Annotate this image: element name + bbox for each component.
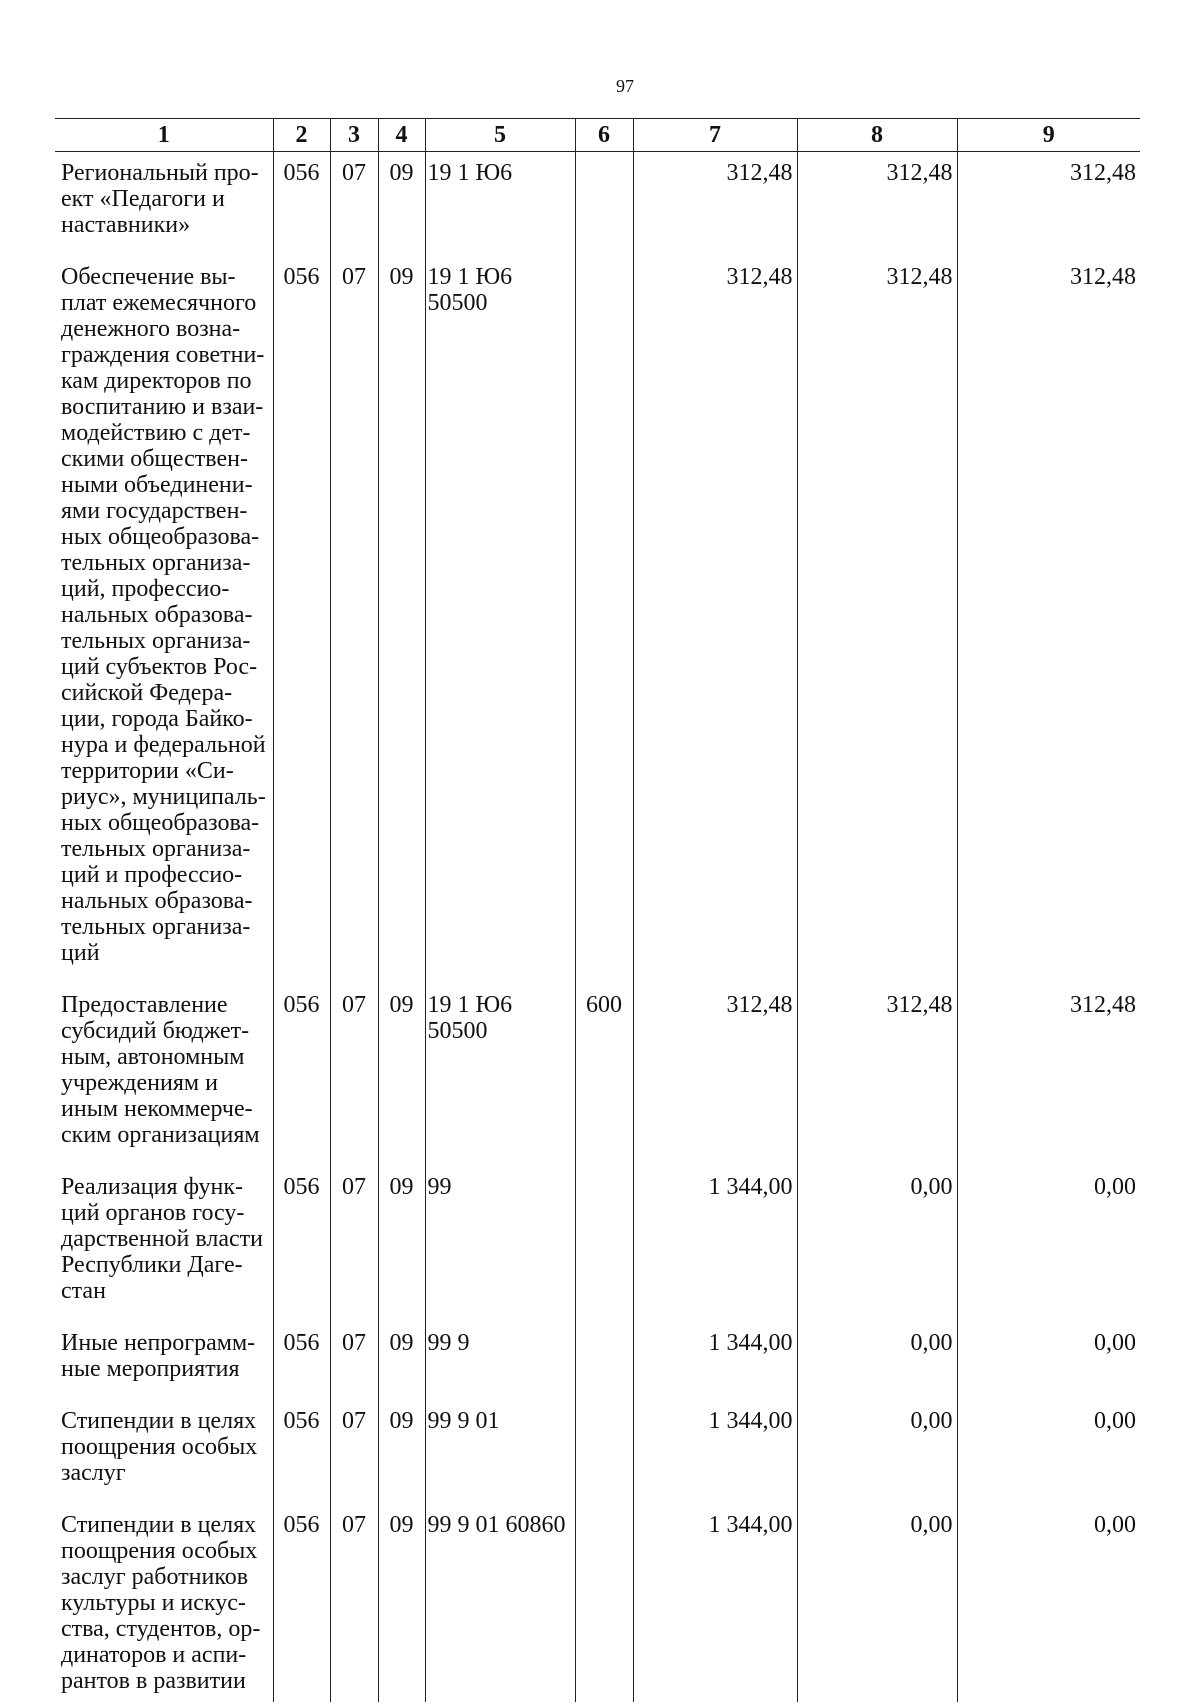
table-row xyxy=(55,256,1140,984)
row-name: Региональный про- ект «Педагоги и наставники» xyxy=(61,160,259,238)
row-code-3: 07 xyxy=(330,1400,378,1504)
budget-table-frame xyxy=(55,118,1140,1702)
row-name: Стипендии в целях поощрения особых заслуг xyxy=(61,1408,258,1486)
row-value-7: 1 344,00 xyxy=(633,1166,797,1322)
header-cell-8: 8 xyxy=(797,119,957,152)
row-code-2: 056 xyxy=(273,152,330,257)
row-name: Реализация функ- ций органов госу- дарственной власти Республики Даге- стан xyxy=(61,1174,264,1304)
row-code-2: 056 xyxy=(273,1322,330,1400)
row-code-5: 19 1 Ю6 50500 xyxy=(425,256,575,984)
row-value-7: 1 344,00 xyxy=(633,1400,797,1504)
row-value-7: 312,48 xyxy=(633,152,797,257)
row-code-6 xyxy=(575,152,633,257)
row-value-9: 312,48 xyxy=(957,256,1140,984)
row-name: Иные непрограмм- ные мероприятия xyxy=(61,1330,256,1382)
row-code-6: 600 xyxy=(575,984,633,1166)
page-number: 97 xyxy=(616,76,634,96)
header-cell-2: 2 xyxy=(273,119,330,152)
row-value-8: 312,48 xyxy=(797,256,957,984)
row-value-9: 312,48 xyxy=(957,984,1140,1166)
row-code-2: 056 xyxy=(273,1400,330,1504)
row-code-3: 07 xyxy=(330,152,378,257)
row-code-4: 09 xyxy=(378,1504,425,1702)
row-code-4: 09 xyxy=(378,984,425,1166)
row-code-6 xyxy=(575,1322,633,1400)
header-cell-5: 5 xyxy=(425,119,575,152)
row-code-4: 09 xyxy=(378,152,425,257)
row-code-6 xyxy=(575,1166,633,1322)
row-code-2: 056 xyxy=(273,1504,330,1702)
row-value-8: 0,00 xyxy=(797,1166,957,1322)
row-code-2: 056 xyxy=(273,1166,330,1322)
row-code-3: 07 xyxy=(330,1166,378,1322)
row-code-5: 99 9 01 xyxy=(425,1400,575,1504)
table-row xyxy=(55,984,1140,1166)
header-cell-3: 3 xyxy=(330,119,378,152)
row-code-4: 09 xyxy=(378,1400,425,1504)
header-cell-7: 7 xyxy=(633,119,797,152)
row-code-3: 07 xyxy=(330,984,378,1166)
row-code-4: 09 xyxy=(378,256,425,984)
row-code-6 xyxy=(575,256,633,984)
header-cell-1: 1 xyxy=(55,119,273,152)
table-header-row xyxy=(55,119,1140,152)
row-value-8: 0,00 xyxy=(797,1400,957,1504)
row-code-4: 09 xyxy=(378,1322,425,1400)
row-value-9: 0,00 xyxy=(957,1166,1140,1322)
table-row xyxy=(55,1166,1140,1322)
row-code-5: 99 xyxy=(425,1166,575,1322)
row-code-5: 19 1 Ю6 xyxy=(425,152,575,257)
table-row xyxy=(55,1504,1140,1702)
row-code-5: 99 9 01 60860 xyxy=(425,1504,575,1702)
row-code-3: 07 xyxy=(330,1322,378,1400)
row-value-7: 1 344,00 xyxy=(633,1504,797,1702)
header-cell-6: 6 xyxy=(575,119,633,152)
row-code-5: 19 1 Ю6 50500 xyxy=(425,984,575,1166)
table-row xyxy=(55,1400,1140,1504)
row-code-2: 056 xyxy=(273,984,330,1166)
row-name: Предоставление субсидий бюджет- ным, автономным учреждениям и иным некоммерче- ским организациям xyxy=(61,992,260,1148)
row-code-3: 07 xyxy=(330,1504,378,1702)
row-code-3: 07 xyxy=(330,256,378,984)
row-value-9: 0,00 xyxy=(957,1400,1140,1504)
row-value-8: 0,00 xyxy=(797,1504,957,1702)
row-name: Стипендии в целях поощрения особых заслуг работников культуры и искус- ства, студентов, ор- динаторов и аспи- рантов в развитии xyxy=(61,1512,261,1694)
header-cell-4: 4 xyxy=(378,119,425,152)
table-row xyxy=(55,1322,1140,1400)
row-name: Обеспечение вы- плат ежемесячного денежного возна- граждения советни- кам директоров по воспитанию и взаи- модействию с дет- скими обществен- ными объединени- ями государствен- ных общеобразова- тельных организа- ций, профессио- нальных образова- тельных организа- ций субъектов Рос- сийской Федера- ции, города Байко- нура и федеральной территории «Си- риус», муниципаль- ных общеобразова- тельных организа- ций и профессио- нальных образова- тельных организа- ций xyxy=(61,264,266,966)
table-row xyxy=(55,152,1140,257)
header-cell-9: 9 xyxy=(957,119,1140,152)
budget-table xyxy=(55,118,1140,1702)
row-value-7: 1 344,00 xyxy=(633,1322,797,1400)
row-value-7: 312,48 xyxy=(633,984,797,1166)
row-code-2: 056 xyxy=(273,256,330,984)
row-value-8: 312,48 xyxy=(797,984,957,1166)
row-code-6 xyxy=(575,1504,633,1702)
row-code-6 xyxy=(575,1400,633,1504)
row-code-5: 99 9 xyxy=(425,1322,575,1400)
row-value-9: 0,00 xyxy=(957,1504,1140,1702)
row-value-7: 312,48 xyxy=(633,256,797,984)
row-value-9: 312,48 xyxy=(957,152,1140,257)
row-value-9: 0,00 xyxy=(957,1322,1140,1400)
row-code-4: 09 xyxy=(378,1166,425,1322)
row-value-8: 312,48 xyxy=(797,152,957,257)
row-value-8: 0,00 xyxy=(797,1322,957,1400)
